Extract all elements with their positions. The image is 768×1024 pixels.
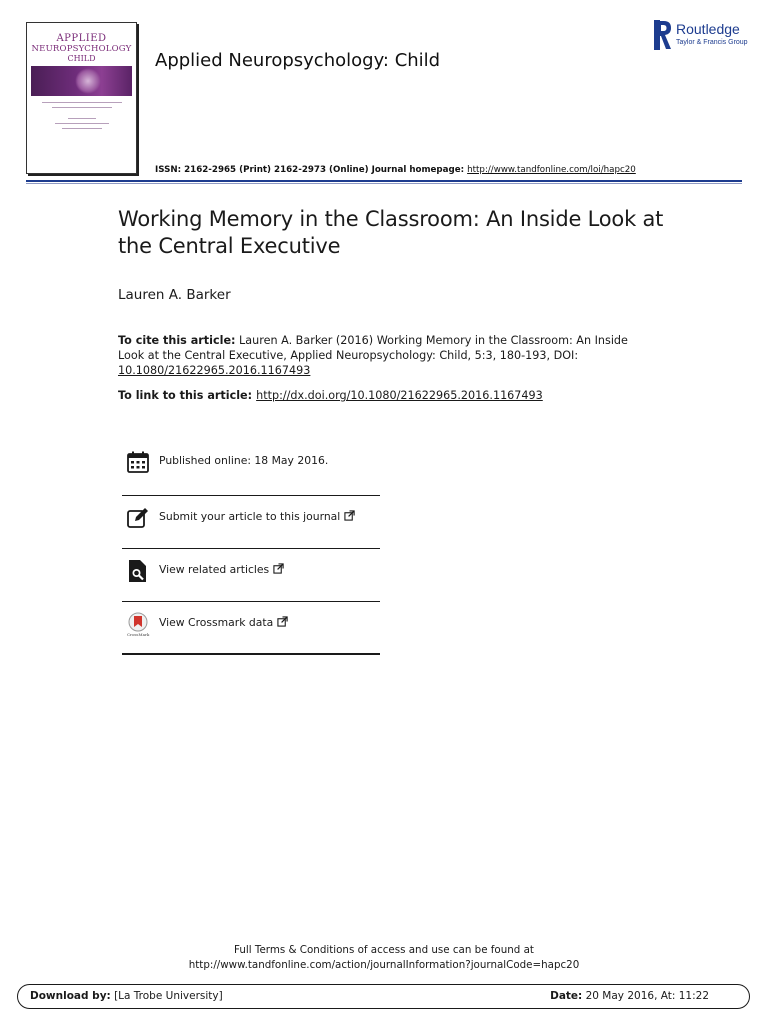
article-doi-url-link[interactable]: http://dx.doi.org/10.1080/21622965.2016.1167493	[256, 389, 543, 402]
document-search-icon	[126, 559, 150, 583]
related-articles-link[interactable]	[159, 563, 284, 576]
issn-text: ISSN: 2162-2965 (Print) 2162-2973 (Online) Journal homepage:	[155, 165, 468, 175]
submit-article-link[interactable]	[159, 510, 355, 523]
cover-line-3: CHILD	[67, 54, 96, 63]
journal-cover-thumbnail	[26, 22, 137, 174]
date-label: Date:	[550, 990, 583, 1002]
external-link-icon	[273, 563, 284, 574]
journal-homepage-link[interactable]: http://www.tandfonline.com/loi/hapc20	[467, 165, 636, 175]
submit-article-row[interactable]	[122, 496, 380, 548]
cover-rule	[52, 107, 112, 108]
link-label: To link to this article:	[118, 389, 253, 402]
journal-title: Applied Neuropsychology: Child	[155, 50, 441, 71]
citation-block	[118, 333, 638, 378]
publisher-subtitle: Taylor & Francis Group	[676, 39, 748, 46]
article-link-block	[118, 389, 543, 402]
terms-notice	[0, 943, 768, 973]
article-title: Working Memory in the Classroom: An Inside Look at the Central Executive	[118, 207, 664, 258]
doi-link[interactable]: 10.1080/21622965.2016.1167493	[118, 364, 311, 377]
terms-url-link[interactable]: http://www.tandfonline.com/action/journalInformation?journalCode=hapc20	[188, 959, 580, 971]
edit-pencil-icon	[126, 506, 150, 530]
cite-text: Lauren A. Barker (2016) Working Memory in the Classroom: An Inside Look at the Central Executive, Applied Neuropsychology: Child, 5:3, 180-193, DOI:	[118, 334, 628, 362]
cover-rule	[55, 123, 109, 124]
issn-line	[155, 165, 636, 175]
publisher-name: Routledge	[676, 21, 740, 37]
download-info-bar	[17, 984, 750, 1009]
crossmark-link[interactable]	[159, 616, 288, 629]
download-by	[30, 990, 223, 1002]
download-label: Download by:	[30, 990, 111, 1002]
header-divider	[26, 180, 742, 182]
published-online-row	[122, 440, 380, 492]
related-articles-row[interactable]	[122, 549, 380, 601]
external-link-icon	[277, 616, 288, 627]
date-value: 20 May 2016, At: 11:22	[582, 990, 709, 1002]
cover-rule	[62, 128, 102, 129]
cover-line-2: NEUROPSYCHOLOGY	[31, 44, 132, 54]
external-link-icon	[344, 510, 355, 521]
related-articles-label: View related articles	[159, 563, 270, 576]
download-date	[550, 990, 709, 1002]
cover-rule	[68, 118, 96, 119]
cover-image	[31, 66, 132, 96]
published-online-text: Published online: 18 May 2016.	[159, 454, 329, 467]
article-author: Lauren A. Barker	[118, 287, 231, 303]
crossmark-badge-text: CrossMark	[127, 632, 150, 637]
crossmark-label: View Crossmark data	[159, 616, 274, 629]
cite-label: To cite this article:	[118, 334, 236, 347]
submit-article-label: Submit your article to this journal	[159, 510, 341, 523]
cover-rule	[42, 102, 122, 103]
terms-line-1: Full Terms & Conditions of access and use can be found at	[234, 944, 534, 956]
info-divider	[122, 653, 380, 655]
cover-line-1: APPLIED	[56, 33, 107, 44]
header-divider-secondary	[26, 183, 742, 184]
calendar-icon	[126, 450, 150, 474]
download-value: [La Trobe University]	[110, 990, 223, 1002]
routledge-logo-icon	[654, 20, 672, 50]
crossmark-row[interactable]	[122, 602, 380, 654]
